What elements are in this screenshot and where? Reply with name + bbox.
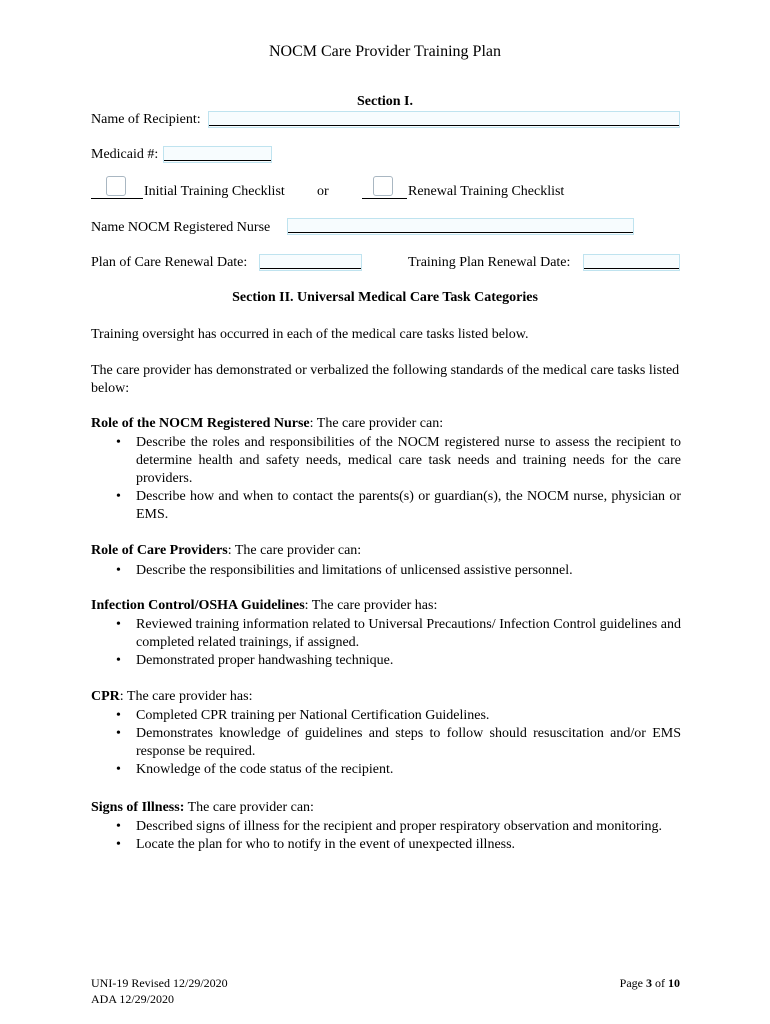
training-plan-renewal-date-field[interactable]: [583, 254, 680, 271]
bullet-list: [136, 434, 681, 524]
nurse-name-field[interactable]: [287, 218, 634, 235]
list-item: • Describe the roles and responsibilities of the NOCM registered nurse to assess the recipient to determine health and safety needs, medical care task needs and training needs for the care providers.: [136, 434, 681, 488]
page-of: of: [652, 976, 668, 990]
recipient-name-field[interactable]: [208, 111, 680, 128]
category-heading-signs-of-illness: [91, 799, 681, 817]
renewal-checklist-label: Renewal Training Checklist: [408, 184, 565, 199]
category-lead: The care provider can:: [184, 800, 314, 815]
list-item: • Knowledge of the code status of the recipient.: [136, 761, 681, 779]
list-item: • Describe the responsibilities and limitations of unlicensed assistive personnel.: [136, 562, 681, 580]
page-prefix: Page: [619, 976, 646, 990]
category-lead: : The care provider can:: [227, 543, 362, 558]
intro-paragraph-1: Training oversight has occurred in each of the medical care tasks listed below.: [91, 327, 529, 342]
list-item: • Described signs of illness for the recipient and proper respiratory observation and monitoring.: [136, 818, 681, 836]
training-plan-renewal-label: Training Plan Renewal Date:: [408, 255, 571, 270]
footer-revised: UNI-19 Revised 12/29/2020: [91, 976, 228, 990]
bullet-list: [136, 562, 681, 580]
section-1-heading: Section I.: [357, 94, 413, 109]
initial-checklist-checkbox[interactable]: [106, 176, 126, 196]
category-title: Role of Care Providers: [91, 543, 228, 558]
plan-care-renewal-label: Plan of Care Renewal Date:: [91, 255, 248, 270]
list-item: • Demonstrated proper handwashing technique.: [136, 652, 681, 670]
category-heading-nurse-role: [91, 415, 681, 433]
renewal-checklist-checkbox[interactable]: [373, 176, 393, 196]
list-item: • Describe how and when to contact the parents(s) or guardian(s), the NOCM nurse, physician or EMS.: [136, 488, 681, 524]
list-item: • Locate the plan for who to notify in the event of unexpected illness.: [136, 836, 681, 854]
medicaid-number-field[interactable]: [163, 146, 272, 163]
category-lead: : The care provider has:: [304, 598, 438, 613]
bullet-list: [136, 707, 681, 779]
category-lead: : The care provider can:: [309, 416, 444, 431]
plan-care-renewal-date-field[interactable]: [259, 254, 362, 271]
category-title: CPR: [91, 689, 120, 704]
bullet-list: [136, 616, 681, 670]
page-total: 10: [668, 976, 680, 990]
footer-ada: ADA 12/29/2020: [91, 992, 175, 1006]
page-number: [620, 976, 680, 991]
document-title: NOCM Care Provider Training Plan: [269, 43, 501, 60]
medicaid-label: Medicaid #:: [91, 147, 159, 162]
initial-checklist-label: Initial Training Checklist: [144, 184, 285, 199]
initial-checklist-line: [91, 198, 143, 199]
section-2-heading: Section II. Universal Medical Care Task Categories: [232, 290, 538, 305]
category-lead: : The care provider has:: [119, 689, 253, 704]
list-item: • Demonstrates knowledge of guidelines and steps to follow should resuscitation and/or EMS response be required.: [136, 725, 681, 761]
or-text: or: [317, 184, 329, 199]
nurse-label: Name NOCM Registered Nurse: [91, 220, 271, 235]
category-heading-cpr: [91, 688, 681, 706]
list-item: • Reviewed training information related to Universal Precautions/ Infection Control guidelines and completed related trainings, if assigned.: [136, 616, 681, 652]
category-title: Infection Control/OSHA Guidelines: [91, 598, 305, 613]
list-item: • Completed CPR training per National Certification Guidelines.: [136, 707, 681, 725]
category-heading-infection-control: [91, 597, 681, 615]
category-title: Signs of Illness:: [91, 800, 185, 815]
renewal-checklist-line: [362, 198, 407, 199]
bullet-list: [136, 818, 681, 854]
page-current: 3: [646, 976, 652, 990]
category-title: Role of the NOCM Registered Nurse: [91, 416, 310, 431]
intro-paragraph-2: The care provider has demonstrated or verbalized the following standards of the medical care tasks listed below:: [91, 363, 680, 396]
recipient-label: Name of Recipient:: [91, 112, 201, 127]
category-heading-care-providers: [91, 542, 681, 560]
